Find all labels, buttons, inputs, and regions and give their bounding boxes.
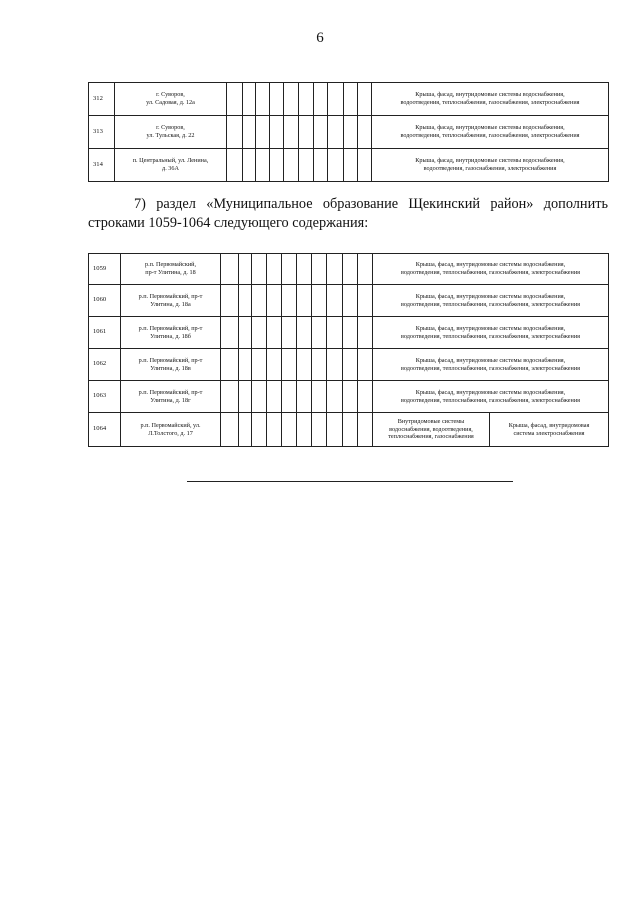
page-number: 6	[316, 30, 324, 46]
table-row	[89, 116, 609, 149]
row-address: р.п. Первомайский, пр-т Улитина, д. 18г	[121, 381, 221, 413]
registry-table-bottom	[88, 253, 609, 447]
end-divider-line	[187, 481, 513, 482]
row-works: Крыша, фасад, внутридомовые системы водоснабжения, водоотведения, газоснабжения, электроснабжения	[372, 149, 609, 182]
row-number: 1064	[89, 413, 121, 447]
table-row	[89, 349, 609, 381]
row-works: Крыша, фасад, внутридомовые системы водоснабжения, водоотведения, теплоснабжения, газоснабжения, электроснабжения	[373, 317, 609, 349]
row-address: р.п. Первомайский, пр-т Улитина, д. 18в	[121, 349, 221, 381]
row-number: 312	[89, 83, 115, 116]
amendment-paragraph: 7) раздел «Муниципальное образование Щекинский район» дополнить строками 1059-1064 следующего содержания:	[88, 196, 608, 231]
registry-table-top	[88, 82, 609, 182]
row-address: р.п. Первомайский, пр-т Улитина, д. 18	[121, 254, 221, 285]
row-works: Крыша, фасад, внутридомовые системы водоснабжения, водоотведения, теплоснабжения, газоснабжения, электроснабжения	[372, 83, 609, 116]
table-row	[89, 83, 609, 116]
row-address: г. Суворов, ул. Садовая, д. 12а	[115, 83, 227, 116]
row-number: 313	[89, 116, 115, 149]
row-address: р.п. Первомайский, ул. Л.Толстого, д. 17	[121, 413, 221, 447]
table-row	[89, 413, 609, 447]
row-address: п. Центральный, ул. Ленина, д. 36А	[115, 149, 227, 182]
table-row	[89, 149, 609, 182]
table-row	[89, 381, 609, 413]
row-works: Крыша, фасад, внутридомовые системы водоснабжения, водоотведения, теплоснабжения, газоснабжения, электроснабжения	[373, 254, 609, 285]
table-row	[89, 254, 609, 285]
row-works-roof: Крыша, фасад, внутридомовая система электроснабжения	[490, 413, 609, 447]
row-number: 314	[89, 149, 115, 182]
table-row	[89, 285, 609, 317]
row-works: Крыша, фасад, внутридомовые системы водоснабжения, водоотведения, теплоснабжения, газоснабжения, электроснабжения	[373, 349, 609, 381]
row-number: 1060	[89, 285, 121, 317]
table-row	[89, 317, 609, 349]
row-address: г. Суворов, ул. Тульская, д. 22	[115, 116, 227, 149]
row-works: Крыша, фасад, внутридомовые системы водоснабжения, водоотведения, теплоснабжения, газоснабжения, электроснабжения	[373, 381, 609, 413]
row-number: 1063	[89, 381, 121, 413]
row-works: Крыша, фасад, внутридомовые системы водоснабжения, водоотведения, теплоснабжения, газоснабжения, электроснабжения	[372, 116, 609, 149]
row-address: р.п. Первомайский, пр-т Улитина, д. 18а	[121, 285, 221, 317]
row-address: р.п. Первомайский, пр-т Улитина, д. 18б	[121, 317, 221, 349]
row-number: 1059	[89, 254, 121, 285]
row-works-systems: Внутридомовые системы водоснабжения, водоотведения, теплоснабжения, газоснабжения	[373, 413, 490, 447]
row-works: Крыша, фасад, внутридомовые системы водоснабжения, водоотведения, теплоснабжения, газоснабжения, электроснабжения	[373, 285, 609, 317]
row-number: 1062	[89, 349, 121, 381]
row-number: 1061	[89, 317, 121, 349]
